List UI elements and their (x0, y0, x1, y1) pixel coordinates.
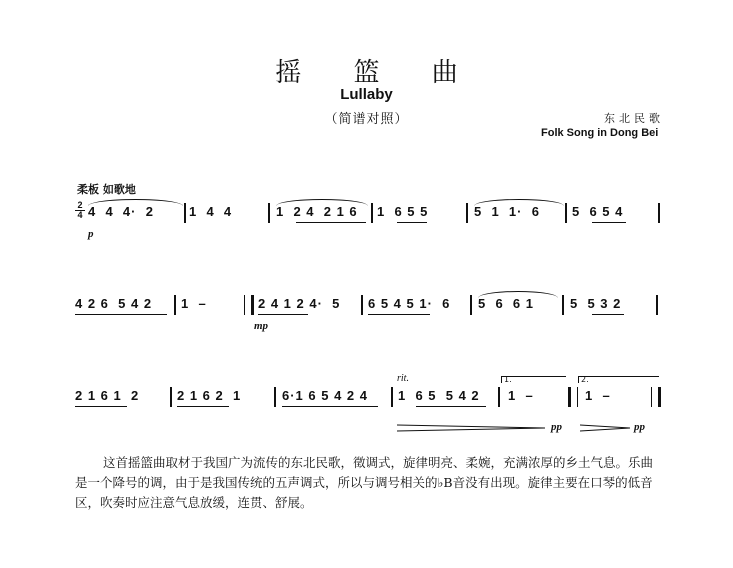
tempo-marking: 柔板 如歌地 (77, 183, 136, 196)
barline (562, 295, 564, 315)
measure: 2 1 6 2 1 (177, 388, 242, 403)
origin-chinese: 东北民歌 (604, 112, 664, 125)
beam-underline (592, 222, 626, 223)
measure: 4 4 4· 2 (88, 204, 154, 219)
barline (656, 295, 658, 315)
page-title: 摇 篮 曲 (275, 58, 480, 88)
barline (658, 203, 660, 223)
origin-english: Folk Song in Dong Bei (541, 127, 659, 139)
barline (466, 203, 468, 223)
staff-row-3 (0, 373, 733, 449)
measure: 1 6 5 5 4 2 (398, 388, 480, 403)
dynamic-marking: mp (254, 320, 269, 332)
staff-row-2 (0, 287, 733, 357)
barline (268, 203, 270, 223)
repeat-start-barline (244, 295, 254, 315)
beam-underline (397, 222, 427, 223)
measure: 5 6 5 4 (572, 204, 624, 219)
measure: 1 2 4 2 1 6 (276, 204, 358, 219)
time-signature-bottom: 4 (75, 210, 85, 220)
slur (478, 291, 558, 298)
time-signature (75, 201, 85, 220)
dynamic-marking-pp-1: pp (551, 421, 562, 433)
volta-bracket-2 (578, 376, 659, 383)
measure: 2 4 1 2 4· 5 (258, 296, 341, 311)
measure: 6 5 4 5 1· 6 (368, 296, 451, 311)
volta-label-2: 2. (581, 375, 589, 384)
measure: 6·1 6 5 4 2 4 (282, 388, 368, 403)
measure: 5 1 1· 6 (474, 204, 540, 219)
slur (474, 199, 564, 206)
barline (184, 203, 186, 223)
measure: 5 5 3 2 (570, 296, 622, 311)
staff-row-1 (0, 195, 733, 265)
barline (565, 203, 567, 223)
beam-underline (592, 314, 624, 315)
rit-marking: rit. (397, 373, 409, 384)
decrescendo-hairpin-1 (397, 423, 547, 433)
beam-underline (368, 314, 430, 315)
barline (470, 295, 472, 315)
beam-underline (75, 406, 127, 407)
notation-label: （简谱对照） (324, 112, 409, 127)
beam-underline (177, 406, 229, 407)
beam-underline (296, 222, 366, 223)
measure: 1 – (585, 388, 611, 403)
beam-underline (258, 314, 308, 315)
decrescendo-hairpin-2 (580, 423, 632, 433)
barline (361, 295, 363, 315)
dynamic-marking-pp-2: pp (634, 421, 645, 433)
beam-underline (416, 406, 486, 407)
measure: 5 6 6 1 (478, 296, 534, 311)
final-barline (651, 387, 661, 407)
slur (88, 199, 183, 206)
barline (274, 387, 276, 407)
repeat-end-barline (568, 387, 578, 407)
time-signature-top: 2 (77, 200, 83, 210)
measure: 1 6 5 5 (377, 204, 429, 219)
measure: 1 – (508, 388, 534, 403)
measure: 2 1 6 1 2 (75, 388, 140, 403)
measure: 1 4 4 (189, 204, 233, 219)
measure: 4 2 6 5 4 2 (75, 296, 153, 311)
description-paragraph: 这首摇篮曲取材于我国广为流传的东北民歌，徵调式，旋律明亮、柔婉，充满浓厚的乡土气息。乐曲是一个降号的调，由于是我国传统的五声调式，所以与调号相关的♭B音没有出现。旋律主要在口琴的低音区，吹奏时应注意气息放缓，连贯、舒展。 (75, 455, 654, 510)
measure: 1 – (181, 296, 207, 311)
barline (170, 387, 172, 407)
dynamic-marking: p (88, 228, 94, 240)
barline (391, 387, 393, 407)
barline (371, 203, 373, 223)
beam-underline (75, 314, 167, 315)
beam-underline (282, 406, 378, 407)
volta-label-1: 1. (504, 375, 512, 384)
slur (276, 199, 368, 206)
english-subtitle: Lullaby (340, 86, 393, 103)
barline (498, 387, 500, 407)
barline (174, 295, 176, 315)
